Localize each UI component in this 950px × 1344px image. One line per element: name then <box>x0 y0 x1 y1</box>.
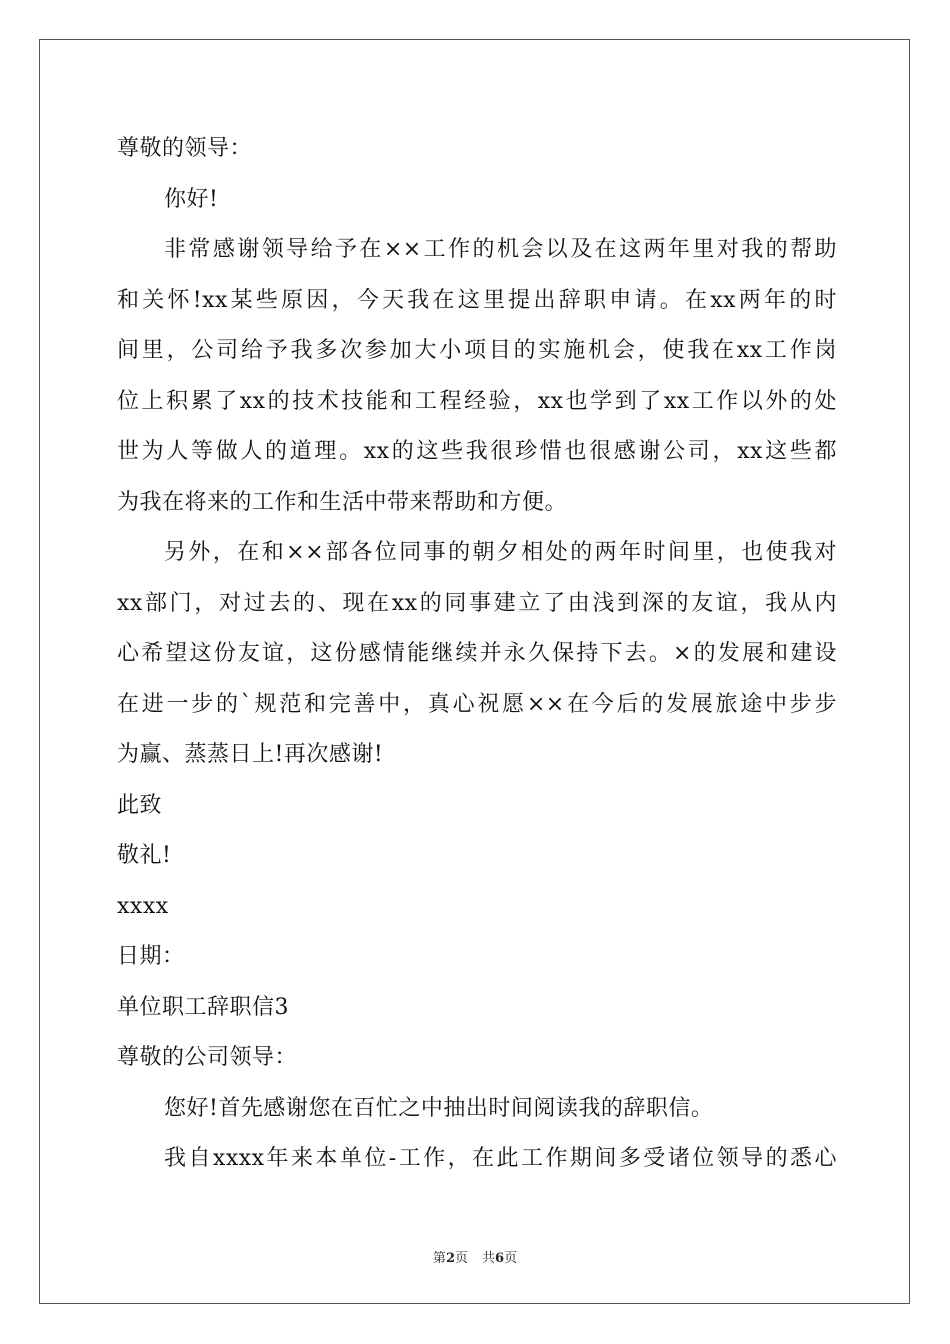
text-line: 在进一步的`规范和完善中，真心祝愿××在今后的发展旅途中步步 <box>117 691 837 717</box>
text-line: 世为人等做人的道理。xx的这些我很珍惜也很感谢公司，xx这些都 <box>117 439 837 464</box>
footer-total-suffix: 页 <box>504 1251 518 1266</box>
text-line: 尊敬的领导： <box>117 136 253 161</box>
footer-total-pages: 6 <box>495 1251 505 1266</box>
text-line: 尊敬的公司领导： <box>117 1045 298 1070</box>
page-footer <box>0 1247 950 1266</box>
text-line: 另外，在和××部各位同事的朝夕相处的两年时间里，也使我对 <box>164 540 837 565</box>
text-line: 此致 <box>117 792 163 818</box>
text-line: 我自xxxx年来本单位-工作，在此工作期间多受诸位领导的悉心 <box>164 1146 837 1171</box>
text-line: 你好! <box>164 186 219 212</box>
footer-page-number: 2 <box>445 1251 455 1266</box>
text-line: xx部门，对过去的、现在xx的同事建立了由浅到深的友谊，我从内 <box>117 590 837 616</box>
text-line: 间里，公司给予我多次参加大小项目的实施机会，使我在xx工作岗 <box>117 338 837 363</box>
footer-page-suffix: 页 <box>454 1251 468 1266</box>
text-line: 为我在将来的工作和生活中带来帮助和方便。 <box>117 489 568 515</box>
text-line: 为赢、蒸蒸日上!再次感谢! <box>117 742 384 767</box>
footer-total-prefix: 共 <box>482 1251 496 1266</box>
text-line: 非常感谢领导给予在××工作的机会以及在这两年里对我的帮助 <box>164 237 837 262</box>
text-line: 日期： <box>117 944 185 969</box>
text-line: 和关怀!xx某些原因，今天我在这里提出辞职申请。在xx两年的时 <box>117 287 837 313</box>
document-body <box>117 124 837 1185</box>
text-line: 单位职工辞职信3 <box>117 994 289 1020</box>
footer-page-prefix: 第 <box>432 1251 446 1266</box>
text-line: xxxx <box>117 893 169 919</box>
text-line: 位上积累了xx的技术技能和工程经验，xx也学到了xx工作以外的处 <box>117 388 837 414</box>
text-line: 敬礼! <box>117 843 172 868</box>
text-line: 心希望这份友谊，这份感情能继续并永久保持下去。×的发展和建设 <box>117 641 837 666</box>
text-line: 您好!首先感谢您在百忙之中抽出时间阅读我的辞职信。 <box>164 1095 714 1121</box>
